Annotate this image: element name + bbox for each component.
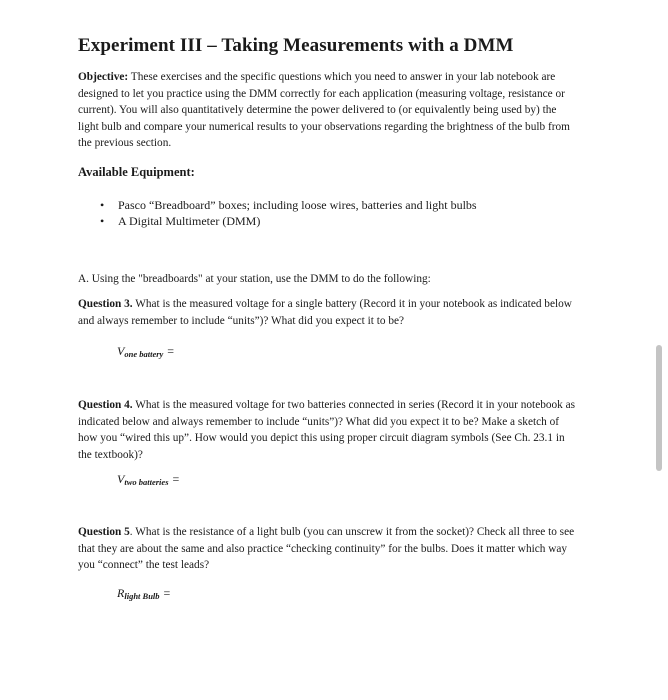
formula-subscript: two batteries [124,477,169,487]
formula-equals: = [172,472,180,486]
question-text: . What is the resistance of a light bulb (you can unscrew it from the socket)? Check all three to see that they are about the same and also practice “checking continuity” for the bulbs. Does it matter which way you “connect” the test leads? [78,526,575,571]
objective-paragraph [78,69,578,152]
question-text: What is the measured voltage for a single battery (Record it in your notebook as indicated below and always remember to include “units”)? What did you expect it to be? [78,298,572,327]
question-3 [78,296,578,329]
vertical-scrollbar-thumb[interactable] [656,345,662,471]
formula-subscript: one battery [124,349,164,359]
equipment-item-text: Pasco “Breadboard” boxes; including loose wires, batteries and light bulbs [118,198,477,212]
bullet-icon: • [100,214,105,228]
equipment-list [100,197,477,229]
bullet-icon: • [100,198,105,212]
question-5 [78,524,578,574]
formula-symbol: R [117,586,125,600]
objective-text: These exercises and the specific questions which you need to answer in your lab notebook are designed to let you practice using the DMM correctly for each application (measuring voltage, resistance or current). You will also quantitatively determine the power delivered to (or equivalently being used by) the light bulb and compare your numerical results to your observations regarding the brightness of the bulb from the previous section. [78,71,570,149]
question-text: What is the measured voltage for two batteries connected in series (Record it in your notebook as indicated below and always remember to include “units”)? What did you expect it to be? Make a sketch of how you “wired this up”. How would you depict this using proper circuit diagram symbols (See Ch. 23.1 in the textbook)? [78,399,576,461]
equipment-heading: Available Equipment: [78,165,195,179]
part-a-instruction: A. Using the "breadboards" at your station, use the DMM to do the following: [78,273,431,285]
formula-symbol: V [117,472,125,486]
formula-r-light-bulb [117,586,170,601]
question-label: Question 4. [78,399,133,411]
question-label: Question 3. [78,298,133,310]
formula-equals: = [167,344,175,358]
formula-equals: = [163,586,171,600]
list-item [100,213,477,229]
equipment-item-text: A Digital Multimeter (DMM) [118,214,261,228]
formula-v-one-battery [117,344,174,359]
question-label: Question 5 [78,526,130,538]
formula-subscript: light Bulb [124,591,160,601]
formula-v-two-batteries [117,472,179,487]
formula-symbol: V [117,344,125,358]
list-item [100,197,477,213]
question-4 [78,397,578,463]
document-title: Experiment III – Taking Measurements with a DMM [78,35,514,56]
objective-label: Objective: [78,71,129,83]
